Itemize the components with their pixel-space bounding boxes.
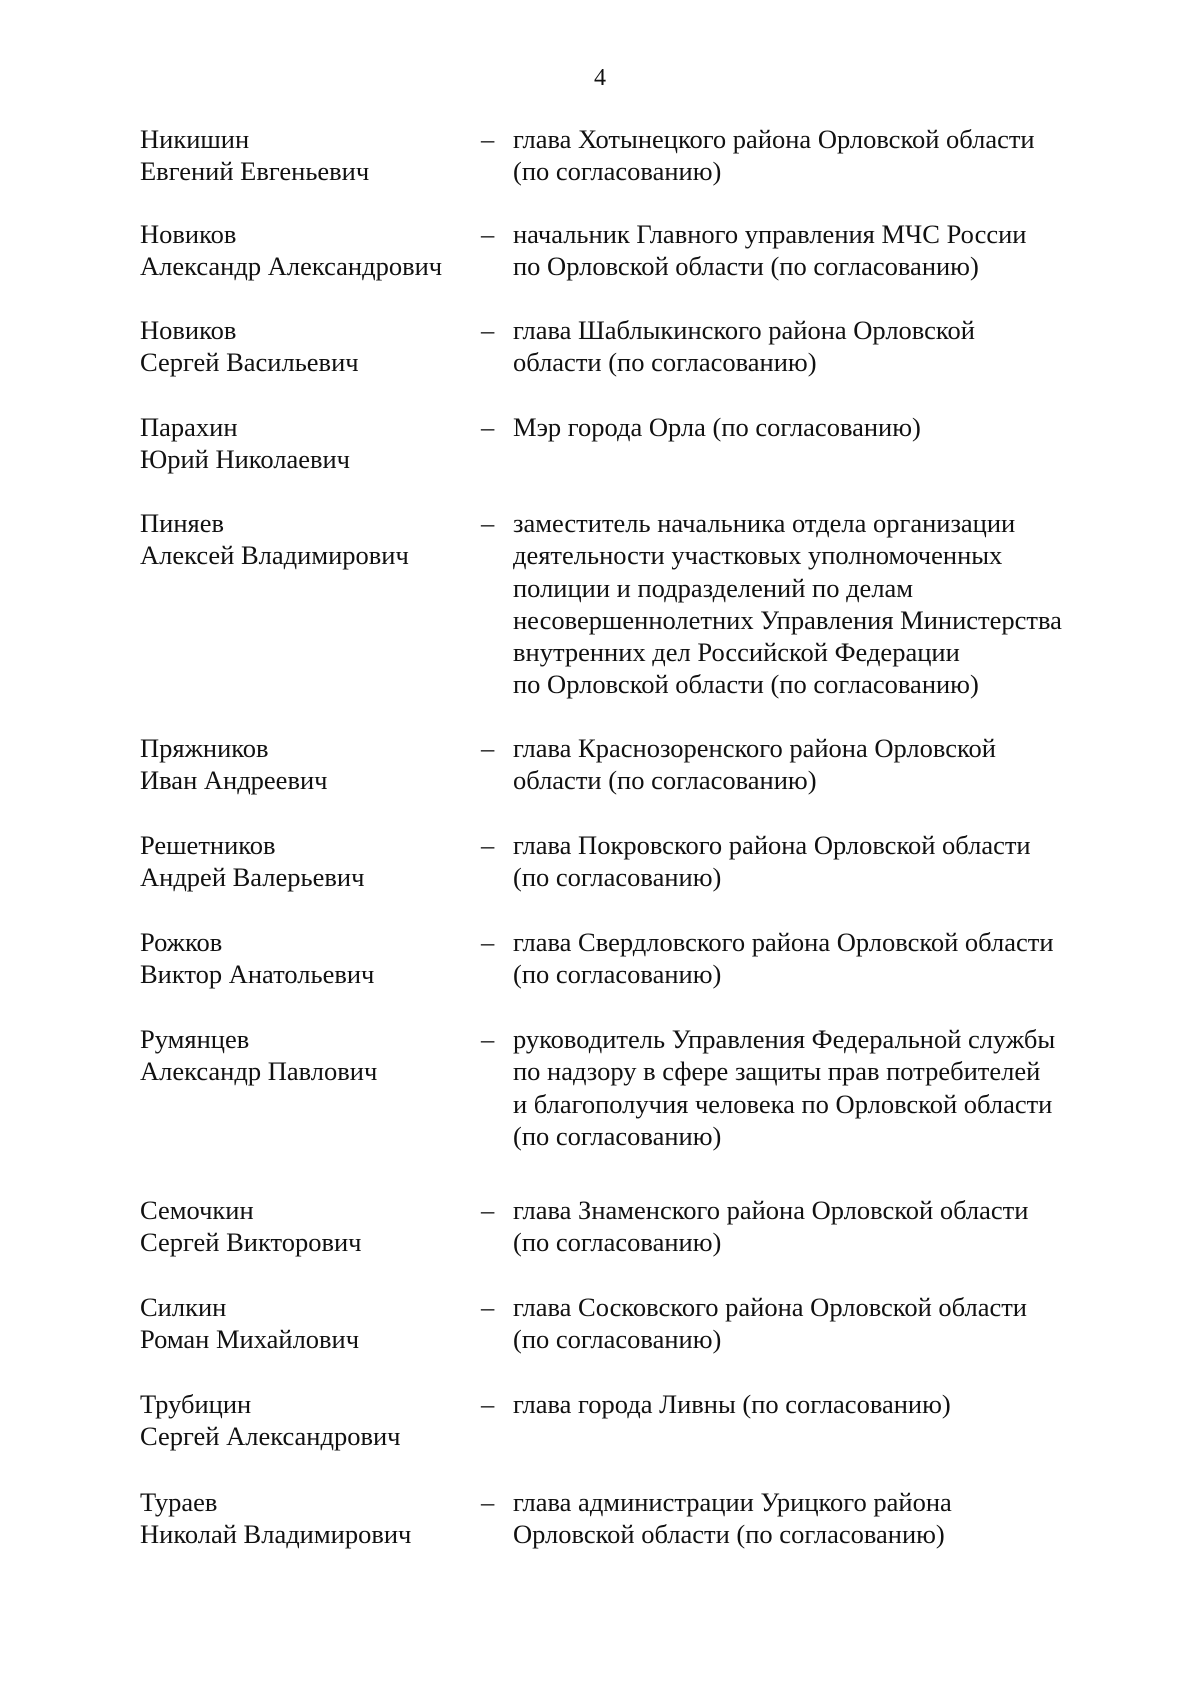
person-name bbox=[140, 123, 480, 188]
position-description bbox=[513, 314, 1143, 379]
surname: Силкин bbox=[140, 1292, 227, 1322]
person-name bbox=[140, 314, 480, 379]
surname: Решетников bbox=[140, 830, 276, 860]
dash-separator: – bbox=[481, 1389, 495, 1419]
position-description bbox=[513, 1194, 1143, 1259]
given-names: Николай Владимирович bbox=[140, 1519, 412, 1550]
surname: Новиков bbox=[140, 315, 237, 345]
person-name bbox=[140, 411, 480, 476]
given-names: Евгений Евгеньевич bbox=[140, 156, 370, 187]
dash-separator: – bbox=[481, 830, 495, 860]
position-line: внутренних дел Российской Федерации bbox=[513, 637, 960, 668]
position-line: заместитель начальника отдела организации bbox=[513, 508, 1016, 538]
person-name bbox=[140, 1291, 480, 1356]
dash-separator: – bbox=[481, 1487, 495, 1517]
surname: Семочкин bbox=[140, 1195, 254, 1225]
given-names: Сергей Викторович bbox=[140, 1227, 362, 1258]
given-names: Андрей Валерьевич bbox=[140, 862, 365, 893]
position-description bbox=[513, 218, 1143, 283]
person-name bbox=[140, 829, 480, 894]
position-line: глава Краснозоренского района Орловской bbox=[513, 733, 996, 763]
position-line: несовершеннолетних Управления Министерства bbox=[513, 604, 1062, 635]
surname: Новиков bbox=[140, 219, 237, 249]
surname: Трубицин bbox=[140, 1389, 252, 1419]
position-line: Орловской области (по согласованию) bbox=[513, 1519, 945, 1550]
position-description bbox=[513, 411, 1143, 443]
person-name bbox=[140, 1388, 480, 1453]
position-description bbox=[513, 123, 1143, 188]
position-description bbox=[513, 1388, 1143, 1420]
position-line: (по согласованию) bbox=[513, 156, 722, 187]
dash-separator: – bbox=[481, 1024, 495, 1054]
surname: Пряжников bbox=[140, 733, 269, 763]
surname: Пиняев bbox=[140, 508, 224, 538]
given-names: Александр Александрович bbox=[140, 251, 443, 282]
position-line: (по согласованию) bbox=[513, 1120, 722, 1151]
dash-separator: – bbox=[481, 927, 495, 957]
position-line: по Орловской области (по согласованию) bbox=[513, 669, 979, 700]
position-description bbox=[513, 829, 1143, 894]
dash-separator: – bbox=[481, 1195, 495, 1225]
person-name bbox=[140, 732, 480, 797]
person-name bbox=[140, 218, 480, 283]
position-description bbox=[513, 1486, 1143, 1551]
given-names: Иван Андреевич bbox=[140, 765, 328, 796]
position-line: глава Знаменского района Орловской области bbox=[513, 1195, 1029, 1225]
position-line: руководитель Управления Федеральной службы bbox=[513, 1024, 1056, 1054]
position-line: по Орловской области (по согласованию) bbox=[513, 251, 979, 282]
position-line: области (по согласованию) bbox=[513, 347, 817, 378]
person-name bbox=[140, 926, 480, 991]
position-line: по надзору в сфере защиты прав потребителей bbox=[513, 1056, 1041, 1087]
given-names: Виктор Анатольевич bbox=[140, 959, 375, 990]
position-line: (по согласованию) bbox=[513, 1227, 722, 1258]
dash-separator: – bbox=[481, 508, 495, 538]
position-line: глава Покровского района Орловской области bbox=[513, 830, 1031, 860]
position-description bbox=[513, 732, 1143, 797]
position-line: и благополучия человека по Орловской области bbox=[513, 1088, 1053, 1119]
page-number: 4 bbox=[594, 65, 606, 91]
given-names: Роман Михайлович bbox=[140, 1324, 360, 1355]
dash-separator: – bbox=[481, 315, 495, 345]
person-name bbox=[140, 507, 480, 572]
position-line: глава Шаблыкинского района Орловской bbox=[513, 315, 975, 345]
position-description bbox=[513, 1023, 1143, 1152]
position-line: (по согласованию) bbox=[513, 959, 722, 990]
position-description bbox=[513, 507, 1143, 701]
position-line: глава администрации Урицкого района bbox=[513, 1487, 952, 1517]
given-names: Юрий Николаевич bbox=[140, 444, 350, 475]
surname: Румянцев bbox=[140, 1024, 250, 1054]
dash-separator: – bbox=[481, 733, 495, 763]
given-names: Сергей Александрович bbox=[140, 1421, 401, 1452]
position-description bbox=[513, 926, 1143, 991]
dash-separator: – bbox=[481, 412, 495, 442]
given-names: Александр Павлович bbox=[140, 1056, 378, 1087]
position-line: деятельности участковых уполномоченных bbox=[513, 540, 1003, 571]
position-line: области (по согласованию) bbox=[513, 765, 817, 796]
position-description bbox=[513, 1291, 1143, 1356]
dash-separator: – bbox=[481, 124, 495, 154]
surname: Рожков bbox=[140, 927, 223, 957]
given-names: Сергей Васильевич bbox=[140, 347, 359, 378]
surname: Парахин bbox=[140, 412, 238, 442]
person-name bbox=[140, 1023, 480, 1088]
position-line: полиции и подразделений по делам bbox=[513, 572, 914, 603]
dash-separator: – bbox=[481, 219, 495, 249]
position-line: глава Свердловского района Орловской области bbox=[513, 927, 1054, 957]
position-line: (по согласованию) bbox=[513, 1324, 722, 1355]
position-line: глава Хотынецкого района Орловской области bbox=[513, 124, 1035, 154]
given-names: Алексей Владимирович bbox=[140, 540, 409, 571]
position-line: глава города Ливны (по согласованию) bbox=[513, 1389, 951, 1419]
position-line: начальник Главного управления МЧС России bbox=[513, 219, 1027, 249]
position-line: Мэр города Орла (по согласованию) bbox=[513, 412, 921, 442]
person-name bbox=[140, 1194, 480, 1259]
dash-separator: – bbox=[481, 1292, 495, 1322]
position-line: (по согласованию) bbox=[513, 862, 722, 893]
surname: Никишин bbox=[140, 124, 250, 154]
surname: Тураев bbox=[140, 1487, 218, 1517]
person-name bbox=[140, 1486, 480, 1551]
position-line: глава Сосковского района Орловской области bbox=[513, 1292, 1027, 1322]
